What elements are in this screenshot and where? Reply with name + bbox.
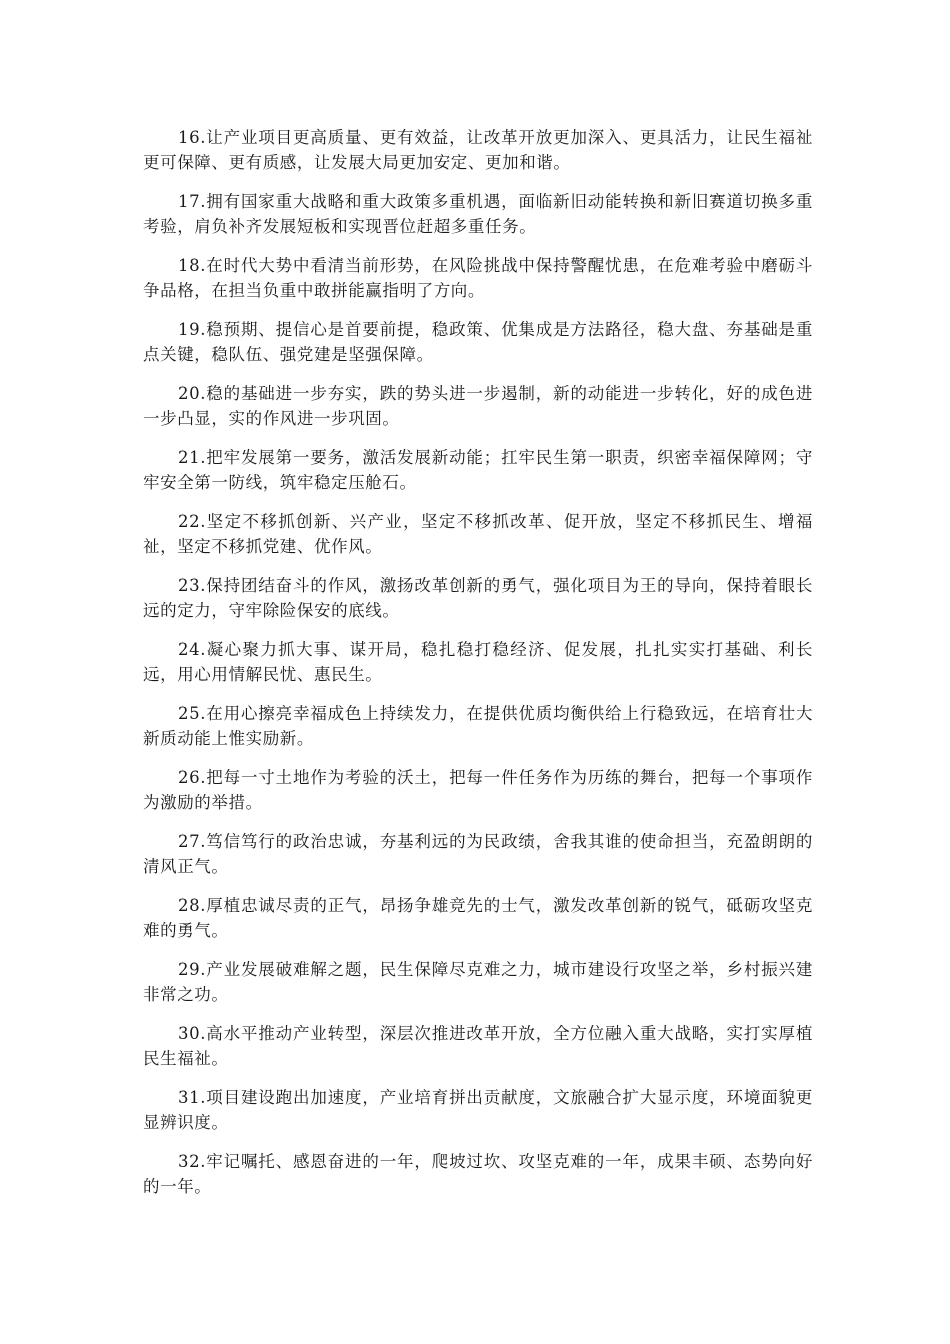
paragraph-26: 26.把每一寸土地作为考验的沃土，把每一件任务作为历练的舞台，把每一个事项作为激励的举措。 (143, 768, 813, 812)
paragraph-28: 28.厚植忠诚尽责的正气，昂扬争雄竞先的士气，激发改革创新的锐气，砥砺攻坚克难的勇气。 (143, 896, 813, 940)
paragraph-30: 30.高水平推动产业转型，深层次推进改革开放，全方位融入重大战略，实打实厚植民生福祉。 (143, 1024, 813, 1068)
paragraph-24: 24.凝心聚力抓大事、谋开局，稳扎稳打稳经济、促发展，扎扎实实打基础、利长远，用心用情解民忧、惠民生。 (143, 640, 813, 684)
paragraph-25: 25.在用心擦亮幸福成色上持续发力，在提供优质均衡供给上行稳致远，在培育壮大新质动能上惟实励新。 (143, 704, 813, 748)
paragraph-18: 18.在时代大势中看清当前形势，在风险挑战中保持警醒忧患，在危难考验中磨砺斗争品格，在担当负重中敢拼能赢指明了方向。 (143, 256, 813, 300)
paragraph-20: 20.稳的基础进一步夯实，跌的势头进一步遏制，新的动能进一步转化，好的成色进一步凸显，实的作风进一步巩固。 (143, 384, 813, 428)
paragraph-16: 16.让产业项目更高质量、更有效益，让改革开放更加深入、更具活力，让民生福祉更可保障、更有质感，让发展大局更加安定、更加和谐。 (143, 128, 813, 172)
paragraph-32: 32.牢记嘱托、感恩奋进的一年，爬坡过坎、攻坚克难的一年，成果丰硕、态势向好的一年。 (143, 1152, 813, 1196)
document-body (143, 126, 813, 1214)
paragraph-23: 23.保持团结奋斗的作风，激扬改革创新的勇气，强化项目为王的导向，保持着眼长远的定力，守牢除险保安的底线。 (143, 576, 813, 620)
paragraph-19: 19.稳预期、提信心是首要前提，稳政策、优集成是方法路径，稳大盘、夯基础是重点关键，稳队伍、强党建是坚强保障。 (143, 320, 813, 364)
paragraph-22: 22.坚定不移抓创新、兴产业，坚定不移抓改革、促开放，坚定不移抓民生、增福祉，坚定不移抓党建、优作风。 (143, 512, 813, 556)
paragraph-21: 21.把牢发展第一要务，激活发展新动能；扛牢民生第一职责，织密幸福保障网；守牢安全第一防线，筑牢稳定压舱石。 (143, 448, 813, 492)
paragraph-29: 29.产业发展破难解之题，民生保障尽克难之力，城市建设行攻坚之举，乡村振兴建非常之功。 (143, 960, 813, 1004)
paragraph-31: 31.项目建设跑出加速度，产业培育拼出贡献度，文旅融合扩大显示度，环境面貌更显辨识度。 (143, 1088, 813, 1132)
paragraph-17: 17.拥有国家重大战略和重大政策多重机遇，面临新旧动能转换和新旧赛道切换多重考验，肩负补齐发展短板和实现晋位赶超多重任务。 (143, 192, 813, 236)
paragraph-27: 27.笃信笃行的政治忠诚，夯基利远的为民政绩，舍我其谁的使命担当，充盈朗朗的清风正气。 (143, 832, 813, 876)
